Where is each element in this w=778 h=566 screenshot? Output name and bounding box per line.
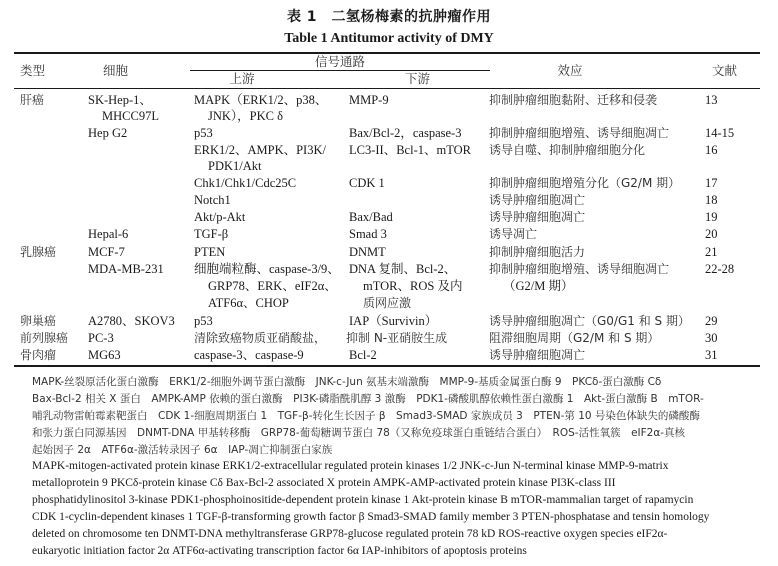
bottom-rule [14, 365, 760, 367]
note-line: MAPK-丝裂原活化蛋白激酶 ERK1/2-细胞外调节蛋白激酶 JNK-c-Jun 氨基末端激酶 MMP-9-基质金属蛋白酶 9 PKCδ-蛋白激酶 Cδ [32, 376, 662, 388]
note-line: 起始因子 2α ATF6α-激活转录因子 6α IAP-凋亡抑制蛋白家族 [32, 444, 333, 456]
abbreviation-notes-en [32, 458, 744, 560]
cell-upstream: Chk1/Chk1/Cdc25C [194, 176, 297, 190]
cell-effect: 诱导自噬、抑制肿瘤细胞分化 [489, 143, 646, 157]
cell-line: Hep G2 [88, 126, 128, 140]
cell-line: MG63 [88, 348, 121, 362]
cell-ref: 13 [705, 93, 718, 107]
cell-type: 乳腺癌 [20, 245, 57, 259]
cell-type: 骨肉瘤 [20, 348, 57, 362]
cell-effect: 诱导肿瘤细胞凋亡 [489, 210, 586, 224]
cell-downstream: Bax/Bcl-2，caspase-3 [349, 126, 462, 140]
cell-upstream: 细胞端粒酶、caspase-3/9、 [194, 262, 340, 276]
cell-effect: 诱导凋亡 [489, 227, 538, 241]
cell-ref: 21 [705, 245, 718, 259]
header-bottom-rule [14, 88, 760, 89]
header-ref: 文献 [712, 63, 738, 78]
cell-effect: 诱导肿瘤细胞凋亡 [489, 193, 586, 207]
header-type: 类型 [20, 63, 46, 78]
note-line: deleted on chromosome ten DNMT-DNA methyltransferase GRP78-glucose regulated protein 78 kD ROS-reactive oxygen species eIF2α- [32, 528, 668, 540]
cell-downstream: Smad 3 [349, 227, 387, 241]
cell-downstream: DNMT [349, 245, 386, 259]
abbreviation-notes-cn [32, 374, 744, 459]
cell-ref: 20 [705, 227, 718, 241]
cell-upstream: PTEN [194, 245, 226, 259]
note-line: CDK 1-cyclin-dependent kinases 1 TGF-β-transforming growth factor β Smad3-SMAD family member 3 PTEN-phosphatase and tensin homology [32, 511, 710, 523]
cell-ref: 17 [705, 176, 718, 190]
cell-downstream: IAP（Survivin） [349, 314, 438, 328]
note-line: eukaryotic initiation factor 2α ATF6α-activating transcription factor 6α IAP-inhibitors of apoptosis proteins [32, 545, 527, 557]
cell-upstream: MAPK（ERK1/2、p38、 [194, 93, 328, 107]
cell-effect: 抑制肿瘤细胞活力 [489, 245, 586, 259]
cell-line: A2780、SKOV3 [88, 314, 175, 328]
header-downstream: 下游 [404, 71, 430, 86]
cell-type: 肝癌 [20, 93, 45, 107]
cell-downstream: DNA 复制、Bcl-2、 [349, 262, 457, 276]
cell-upstream: Akt/p-Akt [194, 210, 246, 224]
cell-type: 卵巢癌 [20, 314, 57, 328]
cell-effect: 诱导肿瘤细胞凋亡 [489, 348, 586, 362]
cell-effect: （G2/M 期） [503, 279, 574, 293]
cell-effect: 抑制肿瘤细胞增殖、诱导细胞凋亡 [489, 126, 670, 140]
header-upstream: 上游 [229, 71, 255, 86]
cell-downstream: 质网应激 [363, 296, 412, 310]
cell-line: SK-Hep-1、 [88, 93, 152, 107]
cell-ref: 30 [705, 331, 718, 345]
cell-ref: 22-28 [705, 262, 735, 276]
cell-line: PC-3 [88, 331, 114, 345]
cell-line: MCF-7 [88, 245, 125, 259]
cell-upstream: caspase-3、caspase-9 [194, 348, 304, 362]
cell-upstream: p53 [194, 126, 213, 140]
cell-line: MDA-MB-231 [88, 262, 164, 276]
cell-effect: 抑制肿瘤细胞黏附、迁移和侵袭 [489, 93, 658, 107]
cell-ref: 19 [705, 210, 718, 224]
cell-ref: 18 [705, 193, 718, 207]
cell-downstream: LC3-II、Bcl-1、mTOR [349, 143, 471, 157]
header-effect: 效应 [557, 63, 583, 78]
cell-upstream: ATF6α、CHOP [208, 296, 289, 310]
note-line: Bax-Bcl-2 相关 X 蛋白 AMPK-AMP 依赖的蛋白激酶 PI3K-磷脂酰肌醇 3 激酶 PDK1-磷酸肌醇依赖性蛋白激酶 1 Akt-蛋白激酶 B mTOR- [32, 393, 704, 405]
cell-downstream: CDK 1 [349, 176, 385, 190]
table-title-en: Table 1 Antitumor activity of DMY [284, 31, 494, 46]
cell-downstream: 抑制 N-亚硝胺生成 [346, 331, 448, 345]
cell-upstream: PDK1/Akt [208, 159, 262, 173]
cell-downstream: Bax/Bad [349, 210, 393, 224]
cell-downstream: mTOR、ROS 及内 [363, 279, 463, 293]
cell-ref: 16 [705, 143, 718, 157]
header-pathway: 信号通路 [314, 54, 365, 69]
cell-line: Hepal-6 [88, 227, 129, 241]
cell-upstream: TGF-β [194, 227, 229, 241]
cell-downstream: Bcl-2 [349, 348, 377, 362]
cell-effect: 抑制肿瘤细胞增殖、诱导细胞凋亡 [489, 262, 670, 276]
cell-ref: 14-15 [705, 126, 735, 140]
note-line: phosphatidylinositol 3-kinase PDK1-phosphoinositide-dependent protein kinase 1 Akt-protein kinase B mTOR-mammalian target of rapamycin [32, 494, 694, 506]
note-line: metalloprotein 9 PKCδ-protein kinase Cδ Bax-Bcl-2 associated X protein AMPK-AMP-activated protein kinase PI3K-class III [32, 477, 616, 489]
cell-upstream: 清除致癌物质亚硝酸盐， [194, 331, 327, 345]
cell-effect: 阻滞细胞周期（G2/M 和 S 期） [489, 331, 660, 345]
cell-upstream: ERK1/2、AMPK、PI3K/ [194, 143, 326, 157]
note-line: MAPK-mitogen-activated protein kinase ERK1/2-extracellular regulated protein kinases 1/2 JNK-c-Jun N-terminal kinase MMP-9-matrix [32, 460, 669, 472]
cell-upstream: GRP78、ERK、eIF2α、 [208, 279, 337, 293]
cell-upstream: JNK），PKC δ [208, 109, 284, 123]
note-line: 和张力蛋白同源基因 DNMT-DNA 甲基转移酶 GRP78-葡萄糖调节蛋白 78（又称免疫球蛋白重链结合蛋白） ROS-活性氧簇 eIF2α-真核 [32, 427, 686, 439]
header-cell: 细胞 [103, 63, 129, 78]
cell-upstream: p53 [194, 314, 213, 328]
cell-upstream: Notch1 [194, 193, 231, 207]
cell-downstream: MMP-9 [349, 93, 389, 107]
note-line: 哺乳动物雷帕霉素靶蛋白 CDK 1-细胞周期蛋白 1 TGF-β-转化生长因子 β Smad3-SMAD 家族成员 3 PTEN-第 10 号染色体缺失的磷酸酶 [32, 410, 700, 422]
cell-line: MHCC97L [102, 109, 159, 123]
cell-effect: 诱导肿瘤细胞凋亡（G0/G1 和 S 期） [489, 314, 690, 328]
cell-type: 前列腺癌 [20, 331, 69, 345]
table-title-cn: 表 1 二氢杨梅素的抗肿瘤作用 [286, 9, 492, 25]
cell-ref: 31 [705, 348, 718, 362]
cell-effect: 抑制肿瘤细胞增殖分化（G2/M 期） [489, 176, 681, 190]
cell-ref: 29 [705, 314, 718, 328]
